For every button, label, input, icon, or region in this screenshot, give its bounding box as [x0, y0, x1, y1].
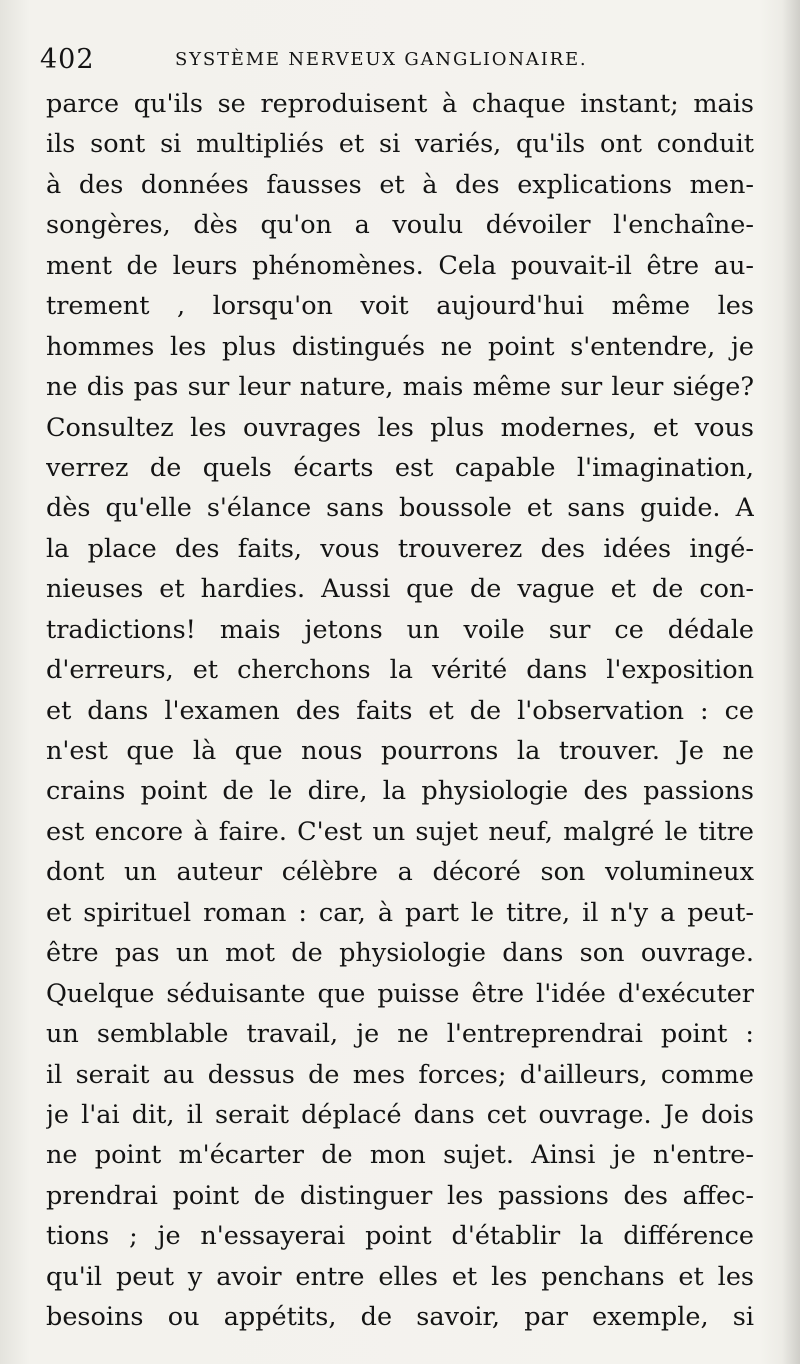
page-edge-shadow [782, 0, 800, 1364]
text-line: dès qu'elle s'élance sans boussole et sans guide. A [46, 493, 754, 524]
page-number: 402 [40, 44, 95, 75]
text-line: je l'ai dit, il serait déplacé dans cet ouvrage. Je dois [46, 1099, 754, 1130]
text-line: Consultez les ouvrages les plus modernes, et vous [46, 412, 754, 443]
text-line: verrez de quels écarts est capable l'imagination, [46, 452, 754, 483]
text-line: prendrai point de distinguer les passions des affec- [46, 1180, 754, 1211]
text-line: ne point m'écarter de mon sujet. Ainsi je n'entre- [46, 1140, 754, 1171]
text-line: un semblable travail, je ne l'entreprendrai point : [46, 1019, 754, 1050]
text-line: et spirituel roman : car, à part le titre, il n'y a peut- [46, 897, 754, 928]
text-line: songères, dès qu'on a voulu dévoiler l'enchaîne- [46, 210, 754, 241]
text-line: être pas un mot de physiologie dans son ouvrage. [46, 938, 754, 969]
text-line: hommes les plus distingués ne point s'entendre, je [46, 331, 754, 362]
text-line: besoins ou appétits, de savoir, par exemple, si [46, 1302, 754, 1333]
body-text [46, 84, 754, 1338]
text-line: la place des faits, vous trouverez des idées ingé- [46, 533, 754, 564]
text-line: est encore à faire. C'est un sujet neuf, malgré le titre [46, 816, 754, 847]
text-line: Quelque séduisante que puisse être l'idée d'exécuter [46, 978, 754, 1009]
text-line: trement , lorsqu'on voit aujourd'hui même les [46, 291, 754, 322]
text-line: qu'il peut y avoir entre elles et les penchans et les [46, 1261, 754, 1292]
text-line: nieuses et hardies. Aussi que de vague et de con- [46, 574, 754, 605]
text-line: à des données fausses et à des explications men- [46, 169, 754, 200]
text-line: dont un auteur célèbre a décoré son volumineux [46, 857, 754, 888]
text-line: crains point de le dire, la physiologie des passions [46, 776, 754, 807]
text-line: tradictions! mais jetons un voile sur ce dédale [46, 614, 754, 645]
text-line: ils sont si multipliés et si variés, qu'ils ont conduit [46, 129, 754, 160]
text-line: parce qu'ils se reproduisent à chaque instant; mais [46, 89, 754, 119]
text-line: n'est que là que nous pourrons la trouver. Je ne [46, 736, 754, 766]
text-line: tions ; je n'essayerai point d'établir la différence [46, 1221, 754, 1252]
text-line: d'erreurs, et cherchons la vérité dans l'exposition [46, 655, 754, 686]
text-line: ne dis pas sur leur nature, mais même sur leur siége? [46, 372, 754, 403]
text-line: ment de leurs phénomènes. Cela pouvait-il être au- [46, 250, 754, 281]
text-line: il serait au dessus de mes forces; d'ailleurs, comme [46, 1059, 754, 1090]
text-line: et dans l'examen des faits et de l'observation : ce [46, 695, 754, 726]
running-head: SYSTÈME NERVEUX GANGLIONAIRE. [175, 49, 588, 70]
page-header [40, 40, 760, 80]
